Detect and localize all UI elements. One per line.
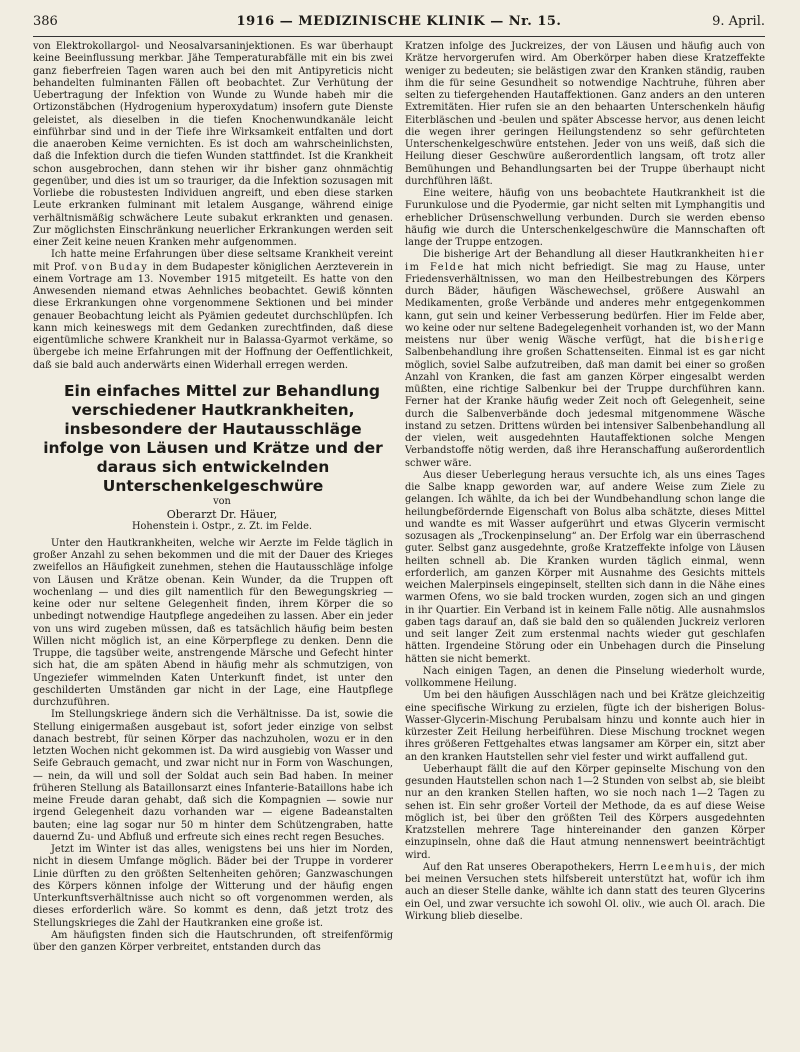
text-run: Salbenbehandlung ihre großen Schattenseiten. Einmal ist es gar nicht möglich, soviel Salbe aufzutreiben, daß man damit bei einer so großen Anzahl von Kranken, die fast am ganzen Körper eingesalbt werden müßten, eine richtige Salbenkur bei der Truppe durchführen kann. Ferner hat der Kranke häufig weder Zeit noch oft Gelegenheit, seine durch die Salbenverbände doch jedesmal mitgenommene Wäsche instand zu setzen. Drittens würden bei intensiver Salbenbehandlung all der vielen, weit ausgedehnten Hautaffektionen solche Mengen Verbandstoffe nötig werden, daß ihre Heranschaffung außerordentlich schwer wäre. xyxy=(405,347,765,469)
paragraph xyxy=(405,862,765,923)
paragraph: Nach einigen Tagen, an denen die Pinselung wiederholt wurde, vollkommene Heilung. xyxy=(405,665,765,689)
paragraph: Aus dieser Ueberlegung heraus versuchte ich, als uns eines Tages die Salbe knapp geworden war, auf andere Weise zum Ziele zu gelangen. Ich wählte, da ich bei der Wundbehandlung schon lange die heilungbefördernde Eigenschaft von Bolus alba schätzte, dieses Mittel und wandte es mit Wasser aufgerührt und etwas Glycerin vermischt sozusagen als „Trockenpinselung“ an. Der Erfolg war ein überraschend guter. Selbst ganz ausgedehnte, große Kratzeffekte infolge von Läusen heilten schnell ab. Die Kranken wurden täglich einmal, wenn erforderlich, am ganzen Körper mit Ausnahme des Gesichts mittels weichen Malerpinsels eingepinselt, stellten sich dann in die Nähe eines warmen Ofens, wo sie bald trocken wurden, zogen sich an und gingen in ihr Quartier. Ein Verband ist in keinem Falle nötig. Alle ausnahmslos gaben tags darauf an, daß sie bald den so quälenden Juckreiz verloren und seit langer Zeit zum erstenmal nachts wieder gut geschlafen hätten. Irgendeine Störung oder ein Unbehagen durch die Pinselung hätten sie nicht bemerkt. xyxy=(405,469,765,665)
paragraph: Um bei den häufigen Ausschlägen nach und bei Krätze gleichzeitig eine specifische Wirkung zu erzielen, fügte ich der bisherigen Bolus-Wasser-Glycerin-Mischung Perubalsam hinzu und konnte auch hier in kürzester Zeit Heilung herbeiführen. Diese Mischung trocknet wegen ihres größeren Fettgehaltes etwas langsamer am Körper ein, sitzt aber an den kranken Hautstellen sehr viel fester und wirkt auffallend gut. xyxy=(405,690,765,763)
text-run: , der mich bei meinen Versuchen stets hilfsbereit unterstützt hat, wofür ich ihm auch an dieser Stelle danke, wählte ich dann statt des teuren Glycerins ein Oel, und zwar versuchte ich sowohl Ol. oliv., wie auch Ol. arach. Die Wirkung blieb dieselbe. xyxy=(405,861,765,922)
paragraph: Am häufigsten finden sich die Hautschrunden, oft streifenförmig über den ganzen Körper verbreitet, entstanden durch das xyxy=(33,929,393,953)
paragraph: Jetzt im Winter ist das alles, wenigstens bei uns hier im Norden, nicht in diesem Umfange möglich. Bäder bei der Truppe in vorderer Linie dürften zu den größten Seltenheiten gehören; Ganzwaschungen des Körpers können infolge der Witterung und der häufig engen Unterkunftsverhältnisse auch nicht so oft vorgenommen werden, als dieses erforderlich wäre. So kommt es denn, daß jetzt trotz des Stellungskrieges die Zahl der Hautkranken eine große ist. xyxy=(33,844,393,929)
issue-date: 9. April. xyxy=(712,14,765,29)
paragraph xyxy=(405,249,765,470)
article-title: Ein einfaches Mittel zur Behandlung verschiedener Hautkrankheiten, insbesondere der Hautausschläge infolge von Läusen und Krätze und der daraus sich entwickelnden Unterschenkelgeschwüre xyxy=(43,381,383,495)
person-name: von Buday xyxy=(81,261,149,273)
text-run: Auf den Rat unseres Oberapothekers, Herrn xyxy=(423,861,653,873)
journal-title: 1916 — MEDIZINISCHE KLINIK — Nr. 15. xyxy=(236,14,562,29)
text-run: Ich hatte meine Erfahrungen über diese seltsame Krankheit vereint mit Prof. xyxy=(33,249,393,273)
page-number: 386 xyxy=(33,14,58,29)
paragraph: Eine weitere, häufig von uns beobachtete Hautkrankheit ist die Furunkulose und die Pyodermie, gar nicht selten mit Lymphangitis und erheblicher Drüsenschwellung verbunden. Durch sie werden ebenso häufig wie durch die Unterschenkelgeschwüre die Mannschaften oft lange der Truppe entzogen. xyxy=(405,188,765,248)
header-rule xyxy=(33,36,765,37)
author-affiliation: Hohenstein i. Ostpr., z. Zt. im Felde. xyxy=(131,521,313,533)
article-heading xyxy=(33,382,393,534)
right-column xyxy=(405,41,765,1041)
byline-von: von xyxy=(213,495,231,507)
text-run: Die bisherige Art der Behandlung all dieser Hautkrankheiten xyxy=(423,249,740,261)
paragraph: Kratzen infolge des Juckreizes, der von Läusen und häufig auch von Krätze hervorgerufen wird. Am Oberkörper haben diese Kratzeffekte weniger zu bedeuten; sie belästigen zwar den Kranken ständig, rauben ihm die für seine Gesundheit so notwendige Nachtruhe, führen aber selten zu tiefergehenden Hautaffektionen. Ganz anders an den unteren Extremitäten. Hier rufen sie an den behaarten Unterschenkeln häufig Eiterbläschen und -beulen und später Abscesse hervor, aus denen leicht die wegen ihrer geringen Heilungstendenz so sehr gefürchteten Unterschenkelgeschwüre entstehen. Jeder von uns weiß, daß sich die Heilung dieser Geschwüre außerordentlich langsam, oft trotz aller Bemühungen und Behandlungsarten bei der Truppe überhaupt nicht durchführen läßt. xyxy=(405,41,765,187)
emphasis: bisherige xyxy=(705,335,765,346)
paragraph: Ueberhaupt fällt die auf den Körper gepinselte Mischung von den gesunden Hautstellen schon nach 1—2 Stunden von selbst ab, sie bleibt nur an den kranken Stellen haften, wo sie noch nach 1—2 Tagen zu sehen ist. Ein sehr großer Vorteil der Methode, da es auf diese Weise möglich ist, bei über den größten Teil des Körpers ausgedehnten Kratzstellen mehrere Tage hintereinander den ganzen Körper einzupinseln, ohne daß die Haut atmung nennenswert beeinträchtigt wird. xyxy=(405,763,765,861)
author-name: Oberarzt Dr. Häuer, xyxy=(166,508,278,522)
paragraph xyxy=(33,249,393,372)
text-run: in dem Budapester königlichen Aerzteverein in einem Vortrage am 13. November 1915 mitgeteilt. Es hatte von den Anwesenden niemand etwas Aehnliches beobachtet. Gewiß könnten diese Erkrankungen ohne vorgenommene Sektionen und bei minder genauer Beobachtung leicht als Pyämien gedeutet durchschlüpfen. Ich kann mich keineswegs mit dem Gedanken zurechtfinden, daß diese eigentümliche schwere Krankheit nur in Balassa-Gyarmot verkäme, so übergebe ich meine Erfahrungen mit der Hoffnung der Oeffentlichkeit, daß sie bald auch anderwärts einen Widerhall erregen werden. xyxy=(33,261,393,371)
running-header xyxy=(33,10,765,34)
person-name: Leemhuis xyxy=(652,861,713,873)
paragraph: von Elektrokollargol- und Neosalvarsaninjektionen. Es war überhaupt keine Beeinflussung merkbar. Jähe Temperaturabfälle mit ein bis zwei ganz fieberfreien Tagen waren auch bei den mit Antipyreticis nicht behandelten fulminanten Fällen oft beobachtet. Zur Verhütung der Uebertragung der Infektion von Wunde zu Wunde habeh mir die Ortizonstäbchen (Hydrogenium hyperoxydatum) insofern gute Dienste geleistet, als dieselben in die tiefen Knochenwundkanäle leicht einführbar sind und in der Tiefe ihre Wirksamkeit entfalten und dort die anaeroben Keime vernichten. Es ist doch am wahrscheinlichsten, daß die Infektion durch die tiefen Wunden stattfindet. Ist die Krankheit schon ausgebrochen, dann stehen wir ihr bisher ganz ohnmächtig gegenüber, und dies ist um so trauriger, da die Infektion sozusagen mit Vorliebe die robustesten Individuen angreift, und eben diese starken Leute erkranken fulminant mit letalem Ausgange, während einige verhältnismäßig schwächere Leute subakut erkrankten und genasen. Zur möglichsten Einschränkung neuerlicher Erkrankungen werden seit einer Zeit keine neuen Kranken mehr aufgenommen. xyxy=(33,41,393,248)
left-column xyxy=(33,41,393,1041)
paragraph: Im Stellungskriege ändern sich die Verhältnisse. Da ist, sowie die Stellung einigermaßen ausgebaut ist, sofort jeder einzige von selbst danach bestrebt, für seinen Körper das nachzuholen, wozu er in den letzten Wochen nicht gekommen ist. Da wird ausgiebig von Wasser und Seife Gebrauch gemacht, und zwar nicht nur in Form von Waschungen, — nein, da will und soll der Soldat auch sein Bad haben. In meiner früheren Stellung als Bataillonsarzt eines Infanterie-Bataillons habe ich meine Freude daran gehabt, daß sich die Kompagnien — sowie nur irgend Gelegenheit dazu vorhanden war — eigene Badeanstalten bauten; eine lag sogar nur 50 m hinter dem Schützengraben, hatte dauernd Zu- und Abfluß und erfreute sich eines recht regen Besuches. xyxy=(33,709,393,843)
text-run: hat mich nicht befriedigt. Sie mag zu Hause, unter Friedensverhältnissen, wo man den Heilbestrebungen des Körpers durch Bäder, häufigen Wäschewechsel, größere Auswahl an Medikamenten, große Verbände und anderes mehr entgegenkommen kann, gut sein und keiner Verbesserung bedürfen. Hier im Felde aber, wo keine oder nur seltene Badegelegenheit vorhanden ist, wo der Mann meistens nur über wenig Wäsche verfügt, hat die xyxy=(405,261,765,346)
paragraph: Unter den Hautkrankheiten, welche wir Aerzte im Felde täglich in großer Anzahl zu sehen bekommen und die mit der Dauer des Krieges zweifellos an Häufigkeit zunehmen, stehen die Hautausschläge infolge von Läusen und Krätze obenan. Kein Wunder, da die Truppen oft wochenlang — und dies gilt namentlich für den Bewegungskrieg — keine oder nur seltene Gelegenheit finden, ihrem Körper die so unbedingt notwendige Hautpflege angedeihen zu lassen. Aber ein jeder von uns wird zugeben müssen, daß es tatsächlich häufig beim besten Willen nicht möglich ist, an eine Körperpflege zu denken. Denn die Truppe, die tagsüber weite, anstrengende Märsche und Gefecht hinter sich hat, die am späten Abend in häufig mehr als schmutzigen, von Ungeziefer wimmelnden Katen Unterkunft findet, ist unter den geschilderten Umständen gar nicht in der Lage, eine Hautpflege durchzuführen. xyxy=(33,537,393,708)
emphasis: hier im Felde xyxy=(405,249,765,273)
